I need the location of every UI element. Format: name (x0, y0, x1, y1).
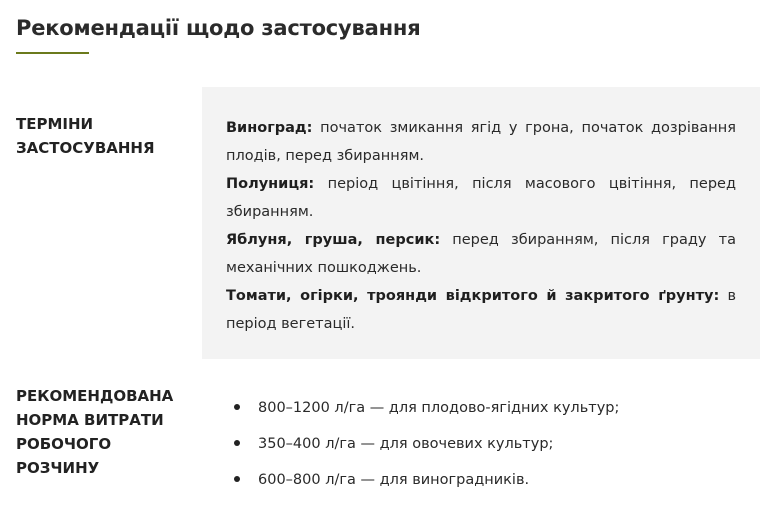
crop-terms-text: початок змикання ягід у грона, початок дозрівання плодів, перед збиранням. (226, 120, 736, 164)
terms-paragraph (226, 282, 736, 338)
rate-item-text: 350–400 л/га — для овочевих культур; (258, 436, 554, 452)
terms-label: ТЕРМІНИ ЗАСТОСУВАННЯ (16, 115, 155, 157)
crop-terms-text: період цвітіння, після масового цвітіння, перед збиранням. (226, 176, 736, 220)
rate-item-text: 800–1200 л/га — для плодово-ягідних культур; (258, 400, 620, 416)
terms-paragraph (226, 114, 736, 170)
crop-name: Виноград: (226, 120, 313, 136)
terms-paragraph (226, 170, 736, 226)
list-item (226, 426, 619, 462)
crop-name: Яблуня, груша, персик: (226, 232, 441, 248)
bullet-icon (234, 440, 240, 446)
terms-paragraph (226, 226, 736, 282)
list-item (226, 462, 619, 498)
crop-name: Полуниця: (226, 176, 315, 192)
list-item (226, 390, 619, 426)
bullet-icon (234, 476, 240, 482)
title-underline-divider (16, 52, 89, 54)
rate-item-text: 600–800 л/га — для виноградників. (258, 472, 530, 488)
terms-content-box (202, 87, 760, 359)
crop-name: Томати, огірки, троянди відкритого й закритого ґрунту: (226, 288, 720, 304)
rate-list (226, 390, 619, 498)
crop-terms-text: в період вегетації. (226, 288, 736, 332)
rate-label: РЕКОМЕНДОВАНА НОРМА ВИТРАТИ РОБОЧОГО РОЗЧИНУ (16, 387, 174, 477)
bullet-icon (234, 404, 240, 410)
section-title: Рекомендації щодо застосування (16, 16, 421, 40)
crop-terms-text: перед збиранням, після граду та механічних пошкоджень. (226, 232, 736, 276)
